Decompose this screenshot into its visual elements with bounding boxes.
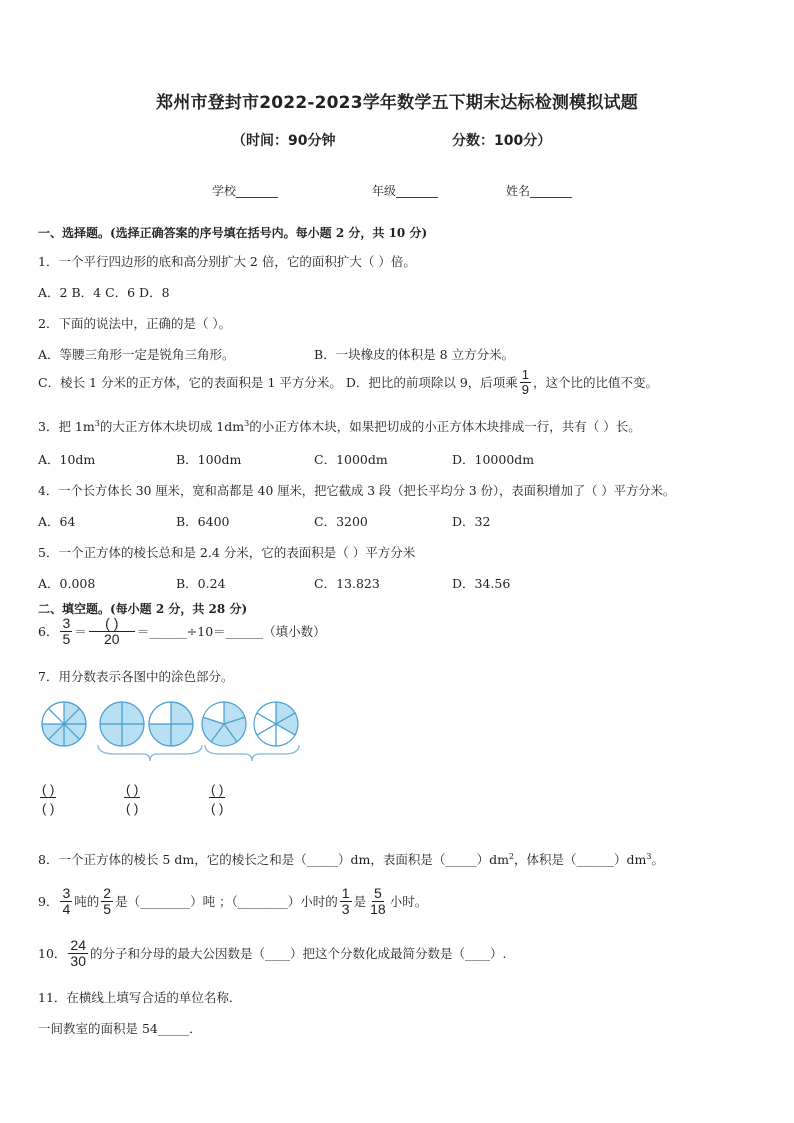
circle-sector bbox=[122, 702, 144, 724]
q8-text-b: ，体积是（______）dm bbox=[514, 852, 647, 867]
fraction-numerator: 5 bbox=[374, 885, 382, 901]
question-4: 4．一个长方体长 30 厘米，宽和高都是 40 厘米，把它截成 3 段（把长平均分 3 份），表面积增加了（ ）平方分米。 bbox=[38, 484, 676, 498]
fraction-numerator: 1 bbox=[341, 885, 350, 901]
q8-text-a: 8．一个正方体的棱长 5 dm，它的棱长之和是（_____）dm，表面积是（_____）dm bbox=[38, 852, 509, 867]
answer-denominator[interactable]: ( ) bbox=[42, 801, 55, 817]
exam-time: （时间：90分钟 bbox=[232, 133, 336, 149]
question-1-options: A．2 B．4 C．6 D．8 bbox=[38, 285, 170, 300]
circle-quarters-full-icon bbox=[100, 702, 144, 746]
grade-field[interactable]: 年级_______ bbox=[372, 184, 439, 198]
q3-option-a: A．10dm bbox=[38, 452, 96, 467]
answer-denominator[interactable]: ( ) bbox=[126, 801, 139, 817]
q7-answer-1[interactable] bbox=[40, 783, 56, 817]
q9-fraction-2 bbox=[101, 886, 113, 916]
question-8 bbox=[38, 850, 664, 868]
fraction-denominator: 9 bbox=[521, 381, 530, 397]
answer-numerator[interactable]: ( ) bbox=[42, 782, 55, 797]
fraction-denominator: 20 bbox=[103, 630, 120, 647]
question-2-option-cd-tail: ，这个比的比值不变。 bbox=[533, 375, 659, 391]
q6-fraction-2 bbox=[89, 616, 135, 646]
q5-option-c: C．13.823 bbox=[314, 576, 380, 591]
circle-sector bbox=[100, 702, 122, 724]
fraction-numerator[interactable]: ( ) bbox=[89, 616, 135, 632]
q4-option-c: C．3200 bbox=[314, 514, 368, 529]
equals-sign: ＝ bbox=[74, 624, 87, 640]
fraction-denominator: 30 bbox=[70, 952, 86, 969]
q3-sup-2: 3 bbox=[244, 418, 250, 428]
fraction-one-ninth bbox=[520, 368, 531, 396]
q7-answer-3[interactable] bbox=[209, 783, 225, 817]
q10-number: 10． bbox=[38, 946, 67, 962]
fraction-denominator: 5 bbox=[103, 900, 112, 917]
brace-icon bbox=[202, 742, 302, 764]
q6-number: 6． bbox=[38, 624, 59, 640]
q6-rest: ＝______÷10＝______（填小数） bbox=[136, 624, 326, 640]
question-10 bbox=[38, 938, 506, 968]
q8-sup-1: 2 bbox=[508, 851, 515, 861]
q5-option-a: A．0.008 bbox=[38, 576, 96, 591]
q3-option-c: C．1000dm bbox=[314, 452, 388, 467]
fraction-denominator: 5 bbox=[62, 630, 71, 647]
q3-option-b: B．100dm bbox=[176, 452, 242, 467]
q3-text-c: 的小正方体木块，如果把切成的小正方体木块排成一行，共有（ ）长。 bbox=[249, 419, 641, 434]
q3-option-d: D．10000dm bbox=[452, 452, 535, 467]
circle-eighths-icon bbox=[42, 702, 86, 746]
question-1: 1．一个平行四边形的底和高分别扩大 2 倍，它的面积扩大（ ）倍。 bbox=[38, 254, 416, 269]
circle-sector bbox=[171, 702, 193, 724]
circle-sector bbox=[149, 702, 171, 724]
question-2: 2．下面的说法中，正确的是（ ）。 bbox=[38, 316, 232, 331]
question-11-sub: 一间教室的面积是 54_____． bbox=[38, 1021, 202, 1036]
q3-sup-1: 3 bbox=[94, 418, 100, 428]
question-3 bbox=[38, 417, 641, 435]
circle-fifths-icon bbox=[202, 702, 246, 746]
question-2-options-cd bbox=[38, 368, 658, 396]
name-field[interactable]: 姓名_______ bbox=[506, 184, 573, 198]
fraction-numerator: 1 bbox=[521, 367, 530, 382]
question-2-option-cd-text: C．棱长 1 分米的正方体，它的表面积是 1 平方分米。 D．把比的前项除以 9，后项乘 bbox=[38, 375, 518, 391]
q4-option-d: D．32 bbox=[452, 514, 491, 529]
q9-number: 9． bbox=[38, 894, 59, 910]
fraction-denominator: 3 bbox=[341, 900, 350, 917]
answer-numerator[interactable]: ( ) bbox=[211, 782, 224, 797]
q9-text-4: 小时。 bbox=[389, 894, 428, 910]
q9-text-1: 吨的 bbox=[74, 894, 100, 910]
q9-text-2: 是（________）吨 ；（________）小时的 bbox=[115, 894, 338, 910]
fraction-numerator: 2 bbox=[103, 885, 112, 901]
q9-text-3: 是 bbox=[353, 894, 367, 910]
section-choice-heading: 一、选择题。(选择正确答案的序号填在括号内。每小题 2 分，共 10 分) bbox=[38, 226, 428, 240]
q5-option-b: B．0.24 bbox=[176, 576, 226, 591]
question-7: 7．用分数表示各图中的涂色部分。 bbox=[38, 669, 234, 684]
q5-option-d: D．34.56 bbox=[452, 576, 511, 591]
q10-fraction bbox=[68, 938, 88, 968]
circle-quarters-icon bbox=[149, 702, 193, 746]
q9-fraction-1 bbox=[60, 886, 72, 916]
q7-answer-2[interactable] bbox=[124, 783, 140, 817]
answer-denominator[interactable]: ( ) bbox=[211, 801, 224, 817]
q3-text-a: 3．把 1m bbox=[38, 419, 95, 434]
school-field[interactable]: 学校_______ bbox=[212, 184, 279, 198]
answer-numerator[interactable]: ( ) bbox=[126, 782, 139, 797]
question-11: 11．在横线上填写合适的单位名称． bbox=[38, 990, 242, 1005]
q4-option-b: B．6400 bbox=[176, 514, 230, 529]
q9-fraction-4 bbox=[368, 886, 388, 916]
q4-option-a: A．64 bbox=[38, 514, 76, 529]
q8-text-c: 。 bbox=[651, 852, 664, 867]
fraction-denominator: 4 bbox=[62, 900, 71, 917]
question-6 bbox=[38, 616, 326, 646]
question-9 bbox=[38, 886, 427, 916]
section-fill-heading: 二、填空题。(每小题 2 分，共 28 分) bbox=[38, 602, 248, 616]
fraction-denominator: 18 bbox=[370, 900, 386, 917]
question-2-option-b: B．一块橡皮的体积是 8 立方分米。 bbox=[314, 347, 515, 362]
fraction-numerator: 3 bbox=[62, 615, 71, 631]
q3-text-b: 的大正方体木块切成 1dm bbox=[99, 419, 245, 434]
fraction-numerator: 3 bbox=[62, 885, 71, 901]
question-2-option-a: A．等腰三角形一定是锐角三角形。 bbox=[38, 347, 235, 362]
circle-sixths-icon bbox=[254, 702, 298, 746]
exam-title: 郑州市登封市2022-2023学年数学五下期末达标检测模拟试题 bbox=[156, 93, 638, 113]
question-5: 5．一个正方体的棱长总和是 2.4 分米，它的表面积是（ ）平方分米 bbox=[38, 545, 416, 560]
q8-sup-2: 3 bbox=[646, 851, 652, 861]
brace-icon bbox=[95, 742, 205, 764]
fraction-numerator: 24 bbox=[70, 937, 86, 953]
q6-fraction-1 bbox=[60, 616, 72, 646]
q9-fraction-3 bbox=[340, 886, 352, 916]
q10-text: 的分子和分母的最大公因数是（____）把这个分数化成最简分数是（____）. bbox=[89, 946, 507, 962]
exam-score: 分数：100分） bbox=[452, 133, 552, 149]
